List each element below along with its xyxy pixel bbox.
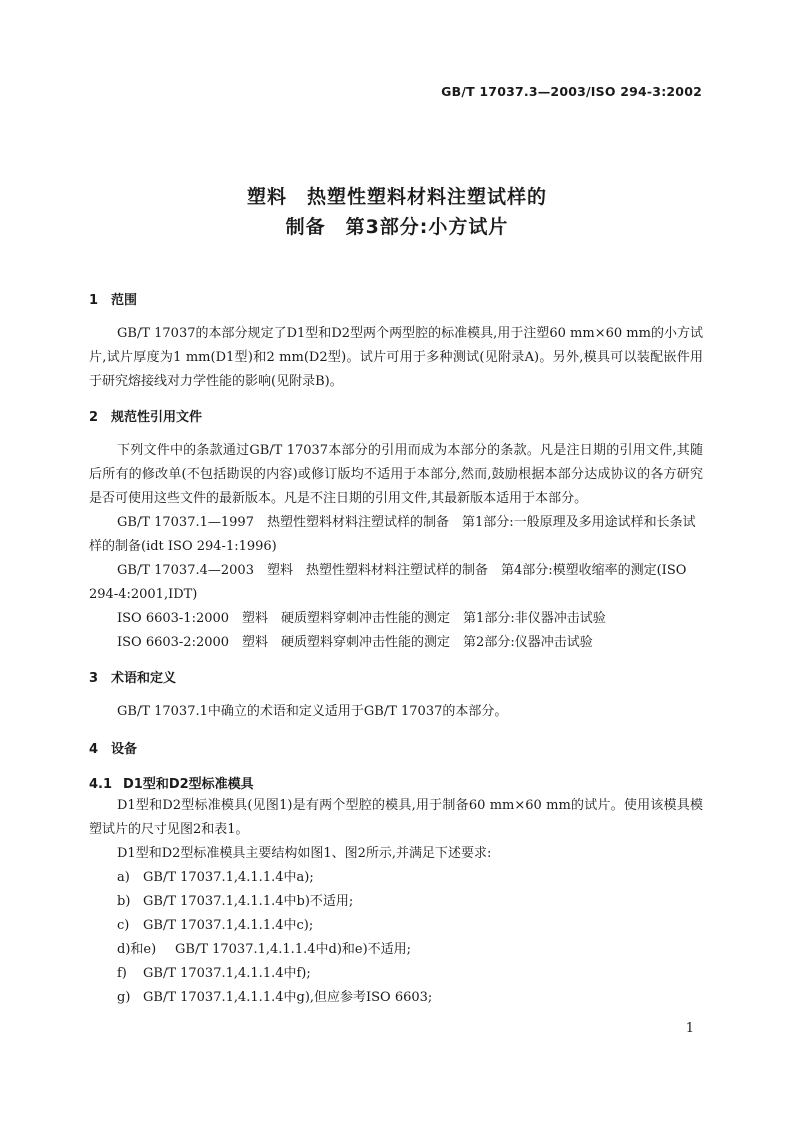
section-heading — [89, 289, 703, 308]
list-item-text: GB/T 17037.1,4.1.1.4中d)和e)不适用; — [175, 942, 412, 957]
list-item-mark: b) — [117, 894, 131, 909]
section-number: 3 — [89, 671, 99, 686]
section-title: 范围 — [111, 293, 138, 308]
section-heading — [89, 406, 703, 425]
section-title: 设备 — [111, 742, 138, 757]
list-item — [89, 914, 703, 938]
document-title — [0, 182, 794, 242]
list-item-mark: c) — [117, 918, 130, 933]
standard-number: GB/T 17037.3—2003/ISO 294-3:2002 — [441, 84, 702, 99]
section-heading — [89, 667, 703, 686]
paragraph: D1型和D2型标准模具(见图1)是有两个型腔的模具,用于制备60 mm×60 mm的试片。使用该模具模塑试片的尺寸见图2和表1。 — [89, 798, 703, 837]
document-body — [89, 289, 703, 1010]
section-number: 1 — [89, 293, 99, 308]
normative-reference: ISO 6603-1:2000 塑料 硬质塑料穿刺冲击性能的测定 第1部分:非仪器冲击试验 — [117, 611, 606, 626]
section-number: 2 — [89, 410, 99, 425]
list-item-mark: f) — [117, 966, 127, 981]
list-item-text: GB/T 17037.1,4.1.1.4中g),但应参考ISO 6603; — [143, 990, 433, 1005]
paragraph: D1型和D2型标准模具主要结构如图1、图2所示,并满足下述要求: — [117, 846, 492, 861]
list-item — [89, 938, 703, 962]
list-item-text: GB/T 17037.1,4.1.1.4中b)不适用; — [143, 894, 354, 909]
list-item-text: GB/T 17037.1,4.1.1.4中c); — [143, 918, 314, 933]
list-item-text: GB/T 17037.1,4.1.1.4中a); — [143, 870, 314, 885]
title-line-2: 制备 第3部分:小方试片 — [285, 216, 509, 238]
subsection-heading — [89, 773, 703, 792]
list-item-mark: g) — [117, 990, 131, 1005]
list-item — [89, 962, 703, 986]
list-item — [89, 866, 703, 890]
normative-reference: ISO 6603-2:2000 塑料 硬质塑料穿刺冲击性能的测定 第2部分:仪器冲击试验 — [117, 635, 593, 650]
list-item — [89, 986, 703, 1010]
subsection-title: D1型和D2型标准模具 — [123, 777, 254, 792]
subsection-number: 4.1 — [89, 777, 113, 792]
paragraph: GB/T 17037的本部分规定了D1型和D2型两个两型腔的标准模具,用于注塑60 mm×60 mm的小方试片,试片厚度为1 mm(D1型)和2 mm(D2型)。试片可用于多种测试(见附录A)。另外,模具可以装配嵌件用于研究熔接线对力学性能的影响(见附录B)。 — [89, 326, 703, 389]
normative-reference: GB/T 17037.1—1997 热塑性塑料材料注塑试样的制备 第1部分:一般原理及多用途试样和长条试样的制备(idt ISO 294-1:1996) — [89, 515, 696, 554]
list-item-mark: d)和e) — [117, 942, 157, 957]
title-line-1: 塑料 热塑性塑料材料注塑试样的 — [246, 186, 547, 208]
section-heading — [89, 738, 703, 757]
paragraph: GB/T 17037.1中确立的术语和定义适用于GB/T 17037的本部分。 — [117, 704, 508, 719]
section-number: 4 — [89, 742, 99, 757]
paragraph: 下列文件中的条款通过GB/T 17037本部分的引用而成为本部分的条款。凡是注日期的引用文件,其随后所有的修改单(不包括勘误的内容)或修订版均不适用于本部分,然而,鼓励根据本部分达成协议的各方研究是否可使用这些文件的最新版本。凡是不注日期的引用文件,其最新版本适用于本部分。 — [89, 443, 703, 506]
section-title: 规范性引用文件 — [111, 410, 203, 425]
normative-reference: GB/T 17037.4—2003 塑料 热塑性塑料材料注塑试样的制备 第4部分:模塑收缩率的测定(ISO 294-4:2001,IDT) — [89, 563, 687, 602]
list-item — [89, 890, 703, 914]
page-number: 1 — [685, 1021, 694, 1036]
list-item-text: GB/T 17037.1,4.1.1.4中f); — [143, 966, 311, 981]
section-title: 术语和定义 — [111, 671, 177, 686]
list-item-mark: a) — [117, 870, 130, 885]
